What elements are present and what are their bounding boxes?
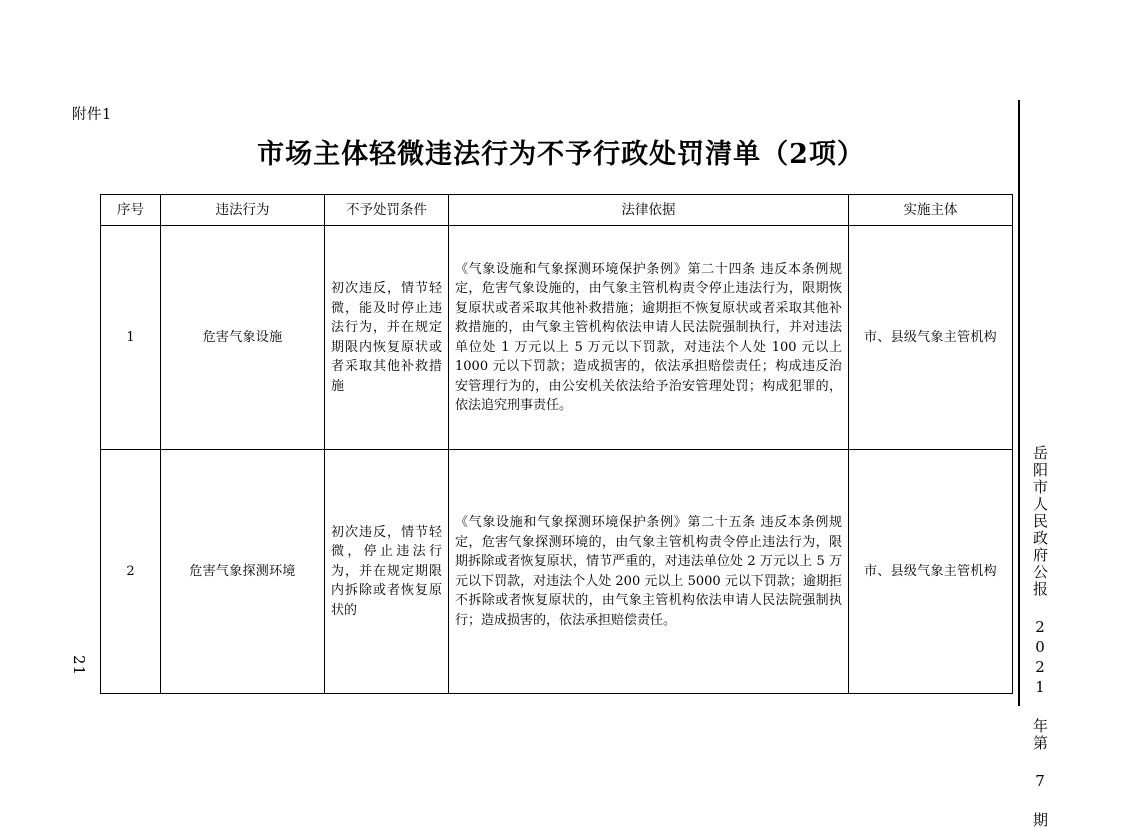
attachment-label: 附件1: [72, 107, 112, 123]
table-header-row: [101, 195, 1013, 226]
row-no: 2: [101, 450, 161, 694]
row-org: 市、县级气象主管机构: [849, 450, 1013, 694]
table-row: [101, 450, 1013, 694]
side-rule-divider: [1018, 100, 1020, 706]
column-header-cond: 不予处罚条件: [325, 195, 449, 226]
table-row: [101, 226, 1013, 450]
row-condition: 初次违反，情节轻微，能及时停止违法行为，并在规定期限内恢复原状或者采取其他补救措施: [325, 226, 449, 450]
row-act: 危害气象探测环境: [161, 450, 325, 694]
row-org: 市、县级气象主管机构: [849, 226, 1013, 450]
row-act: 危害气象设施: [161, 226, 325, 450]
row-law: 《气象设施和气象探测环境保护条例》第二十五条 违反本条例规定，危害气象探测环境的，由气象主管机构责令停止违法行为，限期拆除或者恢复原状，情节严重的，对违法单位处 2 万元以上 5 万元以下罚款，对违法个人处 200 元以上 5000 元以下罚款；逾期拒不拆除或者恢复原状的，由气象主管机构依法申请人民法院强制执行；造成损害的，依法承担赔偿责任。: [449, 450, 849, 694]
running-footer: 岳阳市人民政府公报 2021 年第 7 期: [1031, 445, 1049, 829]
column-header-act: 违法行为: [161, 195, 325, 226]
page-title: 市场主体轻微违法行为不予行政处罚清单（2项）: [257, 139, 865, 170]
column-header-org: 实施主体: [849, 195, 1013, 226]
column-header-law: 法律依据: [449, 195, 849, 226]
column-header-no: 序号: [101, 195, 161, 226]
penalty-exemption-table: [100, 194, 1013, 694]
row-law: 《气象设施和气象探测环境保护条例》第二十四条 违反本条例规定，危害气象设施的，由气象主管机构责令停止违法行为，限期恢复原状或者采取其他补救措施；逾期拒不恢复原状或者采取其他补救措施的，由气象主管机构依法申请人民法院强制执行，并对违法单位处 1 万元以上 5 万元以下罚款，对违法个人处 100 元以上 1000 元以下罚款；造成损害的，依法承担赔偿责任；构成违反治安管理行为的，由公安机关依法给予治安管理处罚；构成犯罪的，依法追究刑事责任。: [449, 226, 849, 450]
listing-table-container: [100, 194, 1012, 694]
row-condition: 初次违反，情节轻微，停止违法行为，并在规定期限内拆除或者恢复原状的: [325, 450, 449, 694]
row-no: 1: [101, 226, 161, 450]
page-number: 21: [70, 655, 88, 677]
